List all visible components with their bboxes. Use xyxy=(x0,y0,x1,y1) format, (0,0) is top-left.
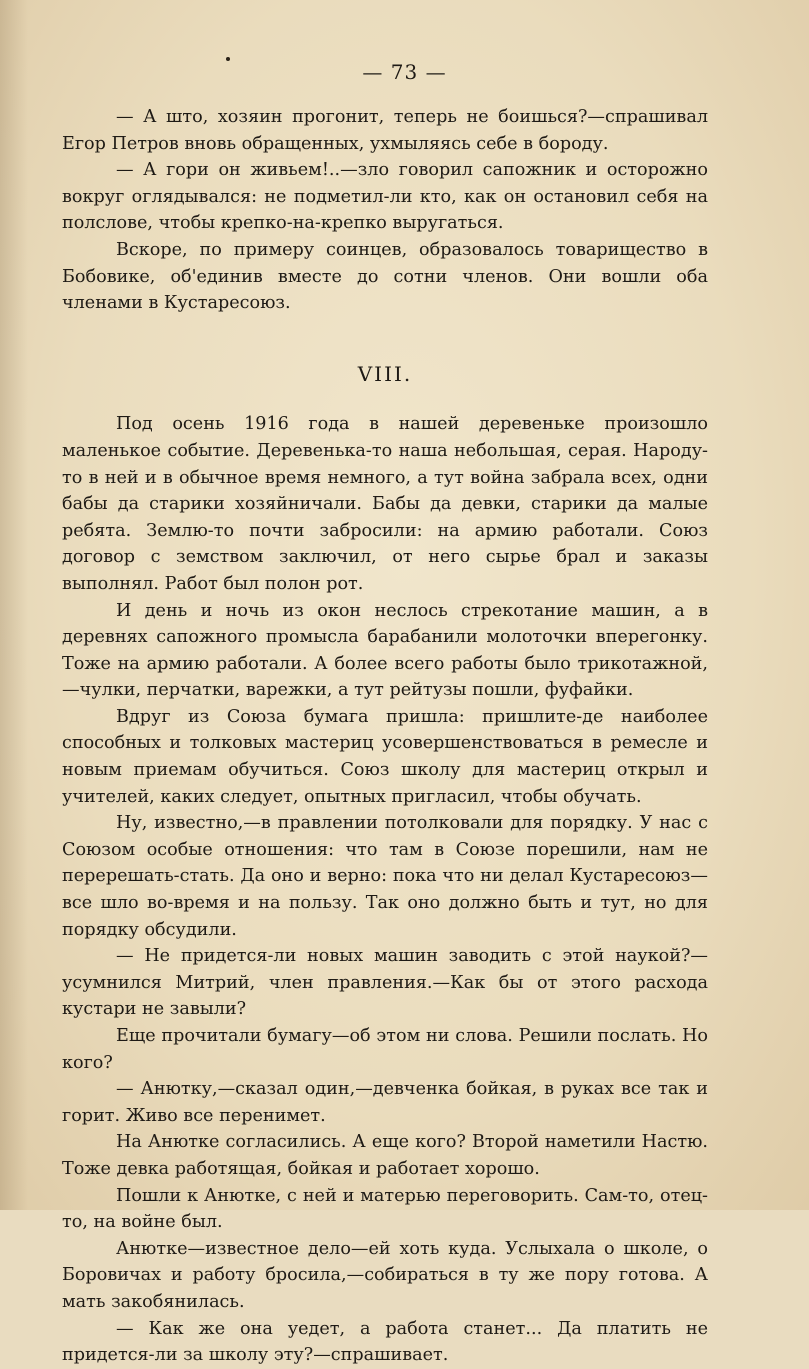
paragraph: Вдруг из Союза бумага пришла: пришлите-де наиболее способных и толковых мастериц усовершенствоваться в ремесле и новым приемам обучиться. Союз школу для мастериц открыл и учителей, каких следует, опытных пригласил, чтобы обучать. xyxy=(62,706,708,807)
paragraph: — А што, хозяин прогонит, теперь не боишься?—спрашивал Егор Петров вновь обращенных, ухмыляясь себе в бороду. xyxy=(62,107,708,154)
paragraph: — Как же она уедет, а работа станет... Да платить не придется-ли за школу эту?—спрашивает. xyxy=(62,1318,708,1366)
paragraph: — Не придется-ли новых машин заводить с этой наукой?—усумнился Митрий, член правления.—Как бы от этого расхода кустари не завыли? xyxy=(62,946,708,1020)
chapter-heading: VIII. xyxy=(357,361,413,386)
page-number: — 73 — xyxy=(362,60,447,84)
paragraph: Пошли к Анютке, с ней и матерью переговорить. Сам-то, отец-то, на войне был. xyxy=(62,1185,708,1233)
paragraph: — А гори он живьем!..—зло говорил сапожник и осторожно вокруг оглядывался: не подметил-ли кто, как он остановил себя на полслове, чтобы крепко-на-крепко выругаться. xyxy=(62,160,708,234)
paragraph: И день и ночь из окон неслось стрекотание машин, а в деревнях сапожного промысла барабанили молоточки вперегонку. Тоже на армию работали. А более всего работы было трикотажной,—чулки, перчатки, варежки, а тут рейтузы пошли, фуфайки. xyxy=(62,600,708,701)
paragraph: Еще прочитали бумагу—об этом ни слова. Решили послать. Но кого? xyxy=(62,1026,708,1073)
paragraph: — Анютку,—сказал один,—девченка бойкая, в руках все так и горит. Живо все перенимет. xyxy=(62,1079,708,1126)
paragraph: Вскоре, по примеру соинцев, образовалось товарищество в Бобовике, об'единив вместе до сотни членов. Они вошли оба членами в Кустаресоюз. xyxy=(62,239,708,314)
paragraph: Анютке—известное дело—ей хоть куда. Услыхала о школе, о Боровичах и работу бросила,—собираться в ту же пору готова. А мать закобянилась. xyxy=(62,1238,708,1312)
page-body xyxy=(62,104,708,1369)
paragraph: Ну, известно,—в правлении потолковали для порядку. У нас с Союзом особые отношения: что там в Союзе порешили, нам не перерешать-стать. Да оно и верно: пока что ни делал Кустаресоюз—все шло во-время и на пользу. Так оно должно быть и тут, но для порядку обсудили. xyxy=(62,813,708,940)
paragraph: Под осень 1916 года в нашей деревеньке произошло маленькое событие. Деревенька-то наша небольшая, серая. Народу-то в ней и в обычное время немного, а тут война забрала всех, одни бабы да старики хозяйничали. Бабы да девки, старики да малые ребята. Землю-то почти забросили: на армию работали. Союз договор с земством заключил, от него сырье брал и заказы выполнял. Работ был полон рот. xyxy=(62,414,708,594)
paragraph: На Анютке согласились. А еще кого? Второй наметили Настю. Тоже девка работящая, бойкая и работает хорошо. xyxy=(62,1132,708,1179)
